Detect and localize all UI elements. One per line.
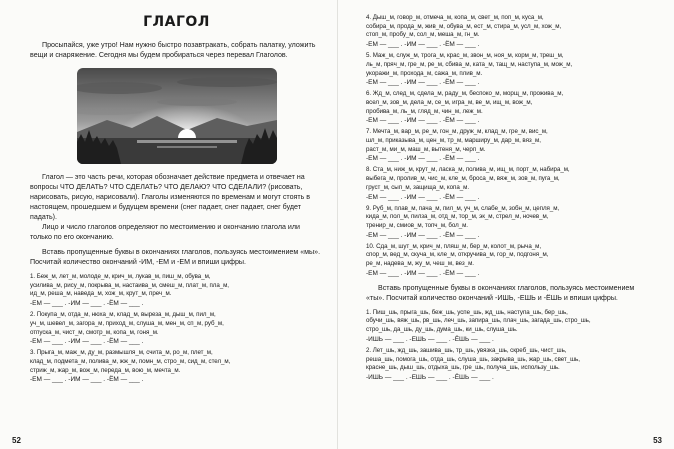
exercise-line: красне_шь, дыш_шь, отдыха_шь, гре_шь, получа_шь, использу_шь. xyxy=(366,364,560,372)
exercise-10 xyxy=(366,243,652,278)
ending-counts[interactable]: -ЕМ — ___ . -ИМ — ___ . -ЁМ — ___ . xyxy=(366,231,480,239)
exercise-line: реша_шь, помога_шь, отда_шь, слуша_шь, закрыва_шь, жар_шь, свет_шь, xyxy=(366,355,580,363)
ending-counts[interactable]: -ЕМ — ___ . -ИМ — ___ . -ЁМ — ___ . xyxy=(366,79,480,87)
exercise-line: ре_м, надева_м, жу_м, чеш_м, вез_м. xyxy=(366,260,474,268)
exercise-line: укоражи_м, прохода_м, сажа_м, плив_м. xyxy=(366,69,483,77)
ending-counts[interactable]: -ЕМ — ___ . -ИМ — ___ . -ЁМ — ___ . xyxy=(30,338,144,346)
theory-text-1: Глагол — это часть речи, которая обозначает действие предмета и отвечает на вопросы ЧТО ДЕЛАТЬ? ЧТО СДЕЛАТЬ? ЧТО ДЕЛАЮ? ЧТО СДЕЛАЛИ? (рисовать, нарисовать, рисую, нарисовали). Глаголы изменяются по временам и могут стоять в настоящем, прошедшем и будущем времени (снег падает, снег падает, снег будет падать). xyxy=(30,173,311,221)
exercise-line: 9. Руб_м, плав_м, пача_м, пил_м, уч_м, слабе_м, зобн_м, цепля_м, xyxy=(366,204,560,212)
exercise-1 xyxy=(30,273,323,308)
exercise-7 xyxy=(366,128,652,163)
exercise-line: тренир_м, смиов_м, топч_м, бол_м. xyxy=(366,221,468,229)
exercise-line: 8. Ста_м, ниж_м, крут_м, ласка_м, полива_м, ищ_м, порт_м, набира_м, xyxy=(366,166,570,174)
sunset-illustration xyxy=(77,68,277,164)
exercise-5 xyxy=(366,52,652,87)
exercise-line: уч_м, шевел_м, загора_м, приход_м, слуша_м, мен_м, сп_м, руб_м, xyxy=(30,319,224,327)
exercise-line: 7. Мечта_м, вар_м, ре_м, гон_м, друж_м, клад_м, гре_м, вис_м, xyxy=(366,128,548,136)
exercise-line: ид_м, реша_м, наведа_м, хож_м, крут_м, преч_м. xyxy=(30,290,172,298)
exercise-line: 5. Маж_м, служ_м, трога_м, крас_м, звон_м, ноя_м, корм_м, треш_м, xyxy=(366,52,564,60)
exercise-line: стриж_м, жар_м, вож_м, переда_м, вою_м, мечта_м. xyxy=(30,366,181,374)
page-title: ГЛАГОЛ xyxy=(143,14,210,30)
exercise-line: 6. Жд_м, след_м, сдела_м, раду_м, беспоко_м, морщ_м, прожива_м, xyxy=(366,90,564,98)
task-instructions: Вставь пропущенные буквы в окончаниях глаголов, пользуясь местоимением «ты». Посчитай количество окончаний -ИШЬ, -ЕШЬ и -ЁШЬ и впиши цифры. xyxy=(366,283,635,302)
exercise-line: 4. Дыш_м, говор_м, отмеча_м, копа_м, свет_м, поп_м, куса_м, xyxy=(366,14,544,21)
page-number: 52 xyxy=(12,436,21,445)
exercise-line: выбега_м, пролив_м, чис_м, кле_м, броса_м, вяж_м, зов_м, пуга_м, xyxy=(366,175,560,183)
exercise-line: стро_шь, да_шь, ду_шь, дума_шь, ки_шь, слуша_шь. xyxy=(366,326,518,334)
exercise-line: 1. Пиш_шь, прыга_шь, беж_шь, успе_шь, жд_шь, наступа_шь, бер_шь, xyxy=(366,308,568,316)
exercise-line: 3. Прыга_м, маж_м, ду_м, размышля_м, счита_м, ро_м, плет_м, xyxy=(30,349,213,357)
exercise-line: собира_м, прода_м, жив_м, обува_м, ест_м, стира_м, усл_м, хож_м, xyxy=(366,22,562,30)
exercise-8 xyxy=(366,166,652,201)
exercise-line: пробива_м, ль_м, гляд_м, чин_м, леж_м. xyxy=(366,107,483,115)
exercise-line: 10. Сда_м, шут_м, крич_м, пляш_м, бер_м, колот_м, рыча_м, xyxy=(366,242,542,250)
exercise-9 xyxy=(366,205,652,240)
exercise-line: 2. Лет_шь, жд_шь, зашива_шь, тр_шь, увязка_шь, скреб_шь, чист_шь, xyxy=(366,346,567,354)
right-page xyxy=(337,0,674,449)
exercise-ty-2 xyxy=(366,347,652,382)
exercise-line: 1. Беж_м, лет_м, молоде_м, крич_м, лукав_м, пиш_м, обува_м, xyxy=(30,273,211,280)
exercise-line: груст_м, сып_м, защища_м, копа_м. xyxy=(366,183,470,191)
exercise-6 xyxy=(366,90,652,125)
ending-counts[interactable]: -ИШЬ — ___ . -ЕШЬ — ___ . -ЁШЬ — ___ . xyxy=(366,335,494,343)
page-number: 53 xyxy=(653,436,662,445)
exercise-line: ль_м, пряч_м, гре_м, ре_м, сбива_м, ката_м, тащ_м, наступа_м, мож_м, xyxy=(366,60,573,68)
exercise-line: клад_м, подмета_м, полива_м, жж_м, помн_м, стро_м, сид_м, стел_м, xyxy=(30,357,231,365)
exercise-line: спор_м, вед_м, скуча_м, кле_м, откручива_м, гор_м, подгоня_м, xyxy=(366,251,549,259)
ending-counts[interactable]: -ЕМ — ___ . -ИМ — ___ . -ЁМ — ___ . xyxy=(366,41,480,49)
intro-text: Просыпайся, уже утро! Нам нужно быстро позавтракать, собрать палатку, уложить вещи и снаряжение. Сегодня мы будем пробираться через перевал Глаголов. xyxy=(30,41,316,59)
ending-counts[interactable]: -ЕМ — ___ . -ИМ — ___ . -ЁМ — ___ . xyxy=(366,269,480,277)
exercise-line: кида_м, пол_м, пилза_м, отд_м, тор_м, эк_м, стрел_м, ночев_м, xyxy=(366,213,549,221)
exercise-line: отпуска_м, чист_м, смотр_м, копа_м, гоня_м. xyxy=(30,328,159,336)
task-instructions: Вставь пропущенные буквы в окончаниях глаголов, пользуясь местоимением «мы». Посчитай количество окончаний -ИМ, -ЕМ и -ЕМ и впиши цифры. xyxy=(30,248,321,266)
ending-counts[interactable]: -ЕМ — ___ . -ИМ — ___ . -ЁМ — ___ . xyxy=(30,376,144,384)
exercise-line: раст_м, ми_м, маш_м, вытеня_м, черп_м. xyxy=(366,145,486,153)
ending-counts[interactable]: -ИШЬ — ___ . -ЕШЬ — ___ . -ЁШЬ — ___ . xyxy=(366,373,494,381)
exercise-line: усилива_м, рису_м, покрыва_м, настаива_м, смеш_м, плат_м, пла_м, xyxy=(30,281,229,289)
ending-counts[interactable]: -ЕМ — ___ . -ИМ — ___ . -ЁМ — ___ . xyxy=(30,300,144,308)
exercise-line: шл_м, приказыва_м, цен_м, тр_м, марширу_м, дар_м, вяз_м, xyxy=(366,137,541,145)
exercise-4 xyxy=(366,14,652,49)
ending-counts[interactable]: -ЕМ — ___ . -ИМ — ___ . -ЁМ — ___ . xyxy=(366,193,480,201)
exercise-line: всел_м, зов_м, дела_м, се_м, игра_м, ве_м, ищ_м, вож_м, xyxy=(366,98,533,106)
exercise-3 xyxy=(30,349,323,384)
theory-text-2: Лицо и число глаголов определяют по местоимению и окончанию глагола или только по его окончанию. xyxy=(30,223,300,241)
exercise-line: 2. Покупа_м, отда_м, нюха_м, клад_м, вырезa_м, дыш_м, пил_м, xyxy=(30,311,216,319)
ending-counts[interactable]: -ЕМ — ___ . -ИМ — ___ . -ЁМ — ___ . xyxy=(366,155,480,163)
exercise-line: обучи_шь, вяж_шь, рв_шь, леч_шь, запира_шь, плач_шь, загада_шь, стро_шь, xyxy=(366,317,591,325)
exercise-line: стоп_м, пробу_м, сол_м, меша_м, гн_м. xyxy=(366,31,480,39)
exercise-2 xyxy=(30,311,323,346)
ending-counts[interactable]: -ЕМ — ___ . -ИМ — ___ . -ЁМ — ___ . xyxy=(366,117,480,125)
exercise-ty-1 xyxy=(366,309,652,344)
